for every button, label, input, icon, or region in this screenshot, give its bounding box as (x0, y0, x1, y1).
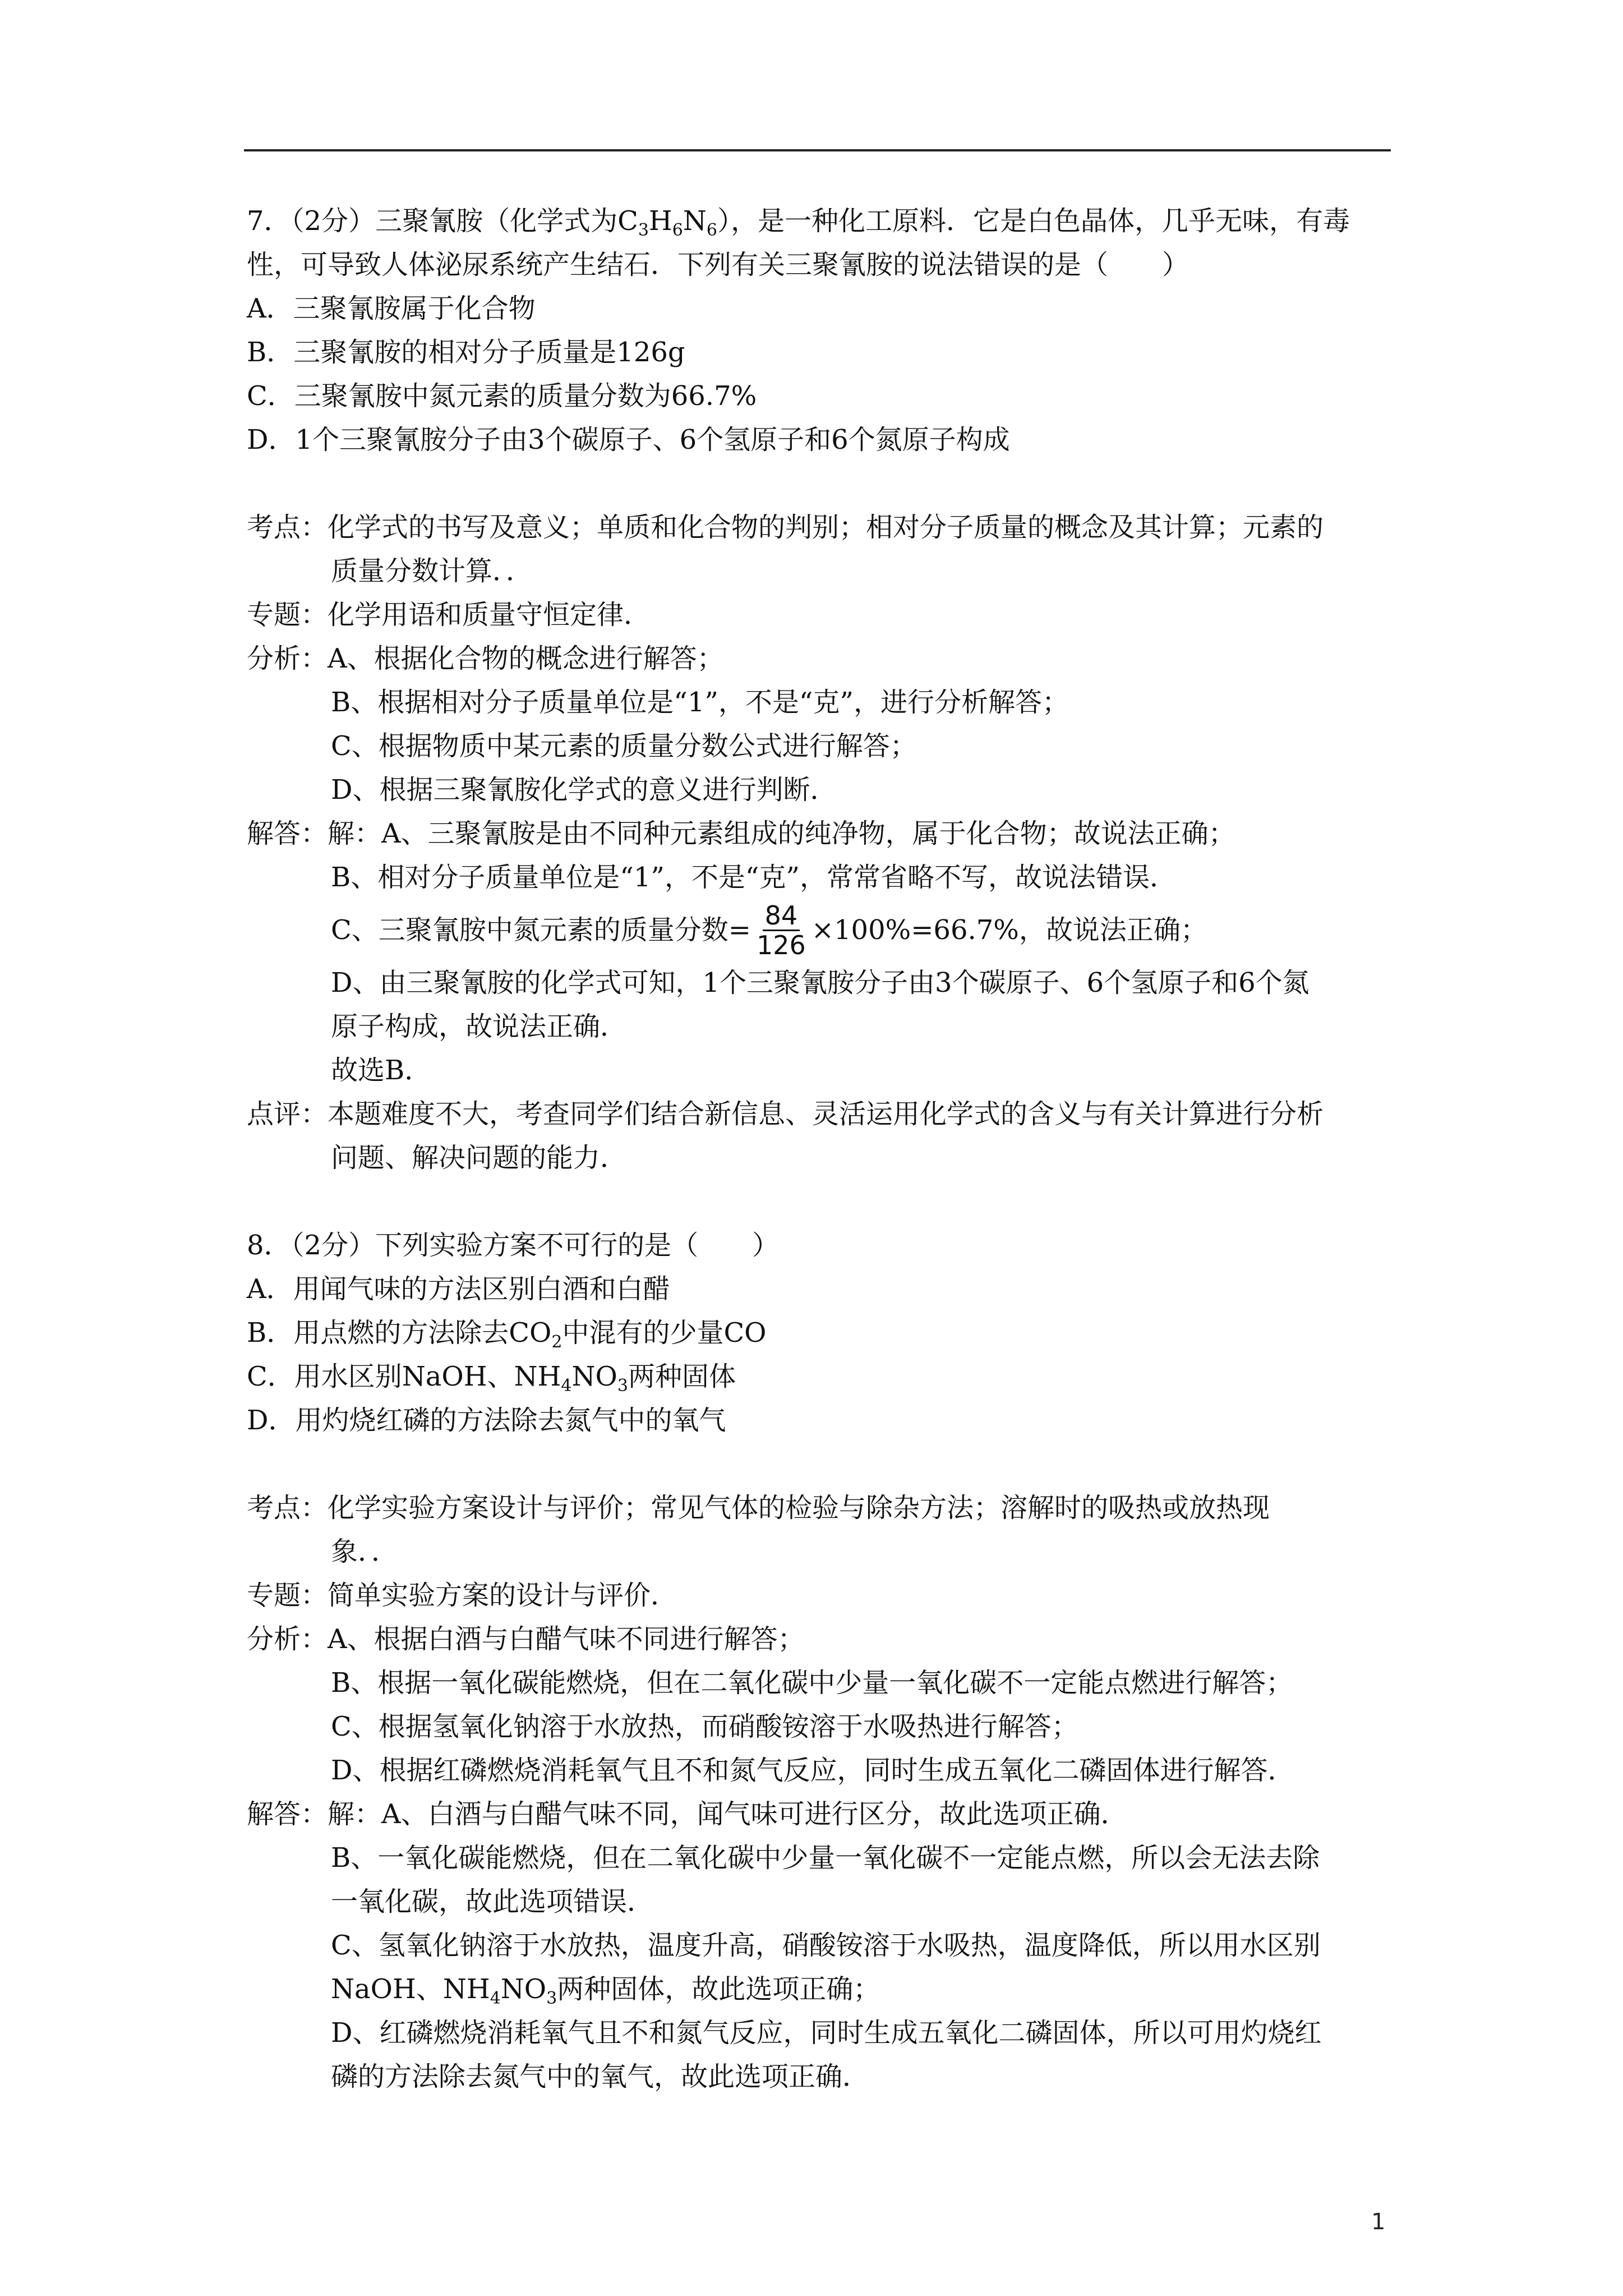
q7-answer: 故选B． (331, 1055, 432, 1086)
q7-kaodian-line-1: 考点：化学式的书写及意义；单质和化合物的判别；相对分子质量的概念及其计算；元素的 (247, 512, 1324, 543)
q8-jieda-4-line-2: 磷的方法除去氮气中的氧气，故此选项正确． (331, 2061, 870, 2092)
q8-fenxi-4: D、根据红磷燃烧消耗氧气且不和氮气反应，同时生成五氧化二磷固体进行解答． (331, 1755, 1295, 1786)
q8-option-c: C．用水区别NaOH、$NH_4NO_3$两种固体 (247, 1361, 736, 1396)
q7-option-b: B．三聚氰胺的相对分子质量是126g (247, 337, 685, 368)
q8-jieda-4-line-1: D、红磷燃烧消耗氧气且不和氮气反应，同时生成五氧化二磷固体，所以可用灼烧红 (331, 2017, 1322, 2049)
q8-option-a: A．用闻气味的方法区别白酒和白醋 (247, 1273, 670, 1305)
q8-kaodian-line-1: 考点：化学实验方案设计与评价；常见气体的检验与除杂方法；溶解时的吸热或放热现 (247, 1492, 1270, 1524)
q7-dianping-line-2: 问题、解决问题的能力． (331, 1142, 628, 1174)
q7-option-a: A．三聚氰胺属于化合物 (247, 293, 536, 324)
q7-option-c: C．三聚氰胺中氮元素的质量分数为66.7% (247, 380, 757, 412)
q7-stem-line-1: 7．（2分）三聚氰胺（化学式为$C_3H_6N_6$），是一种化工原料．它是白色晶体，几乎无味，有毒 (247, 205, 1350, 240)
q8-jieda-1: 解答：解：A、白酒与白醋气味不同，闻气味可进行区分，故此选项正确． (247, 1798, 1128, 1830)
q8-jieda-2-line-1: B、一氧化碳能燃烧，但在二氧化碳中少量一氧化碳不一定能点燃，所以会无法去除 (331, 1842, 1320, 1874)
q7-stem-line-2: 性，可导致人体泌尿系统产生结石．下列有关三聚氰胺的说法错误的是（ ） (247, 249, 1189, 280)
q7-dianping-line-1: 点评：本题难度不大，考查同学们结合新信息、灵活运用化学式的含义与有关计算进行分析 (247, 1098, 1324, 1130)
q8-stem: 8．（2分）下列实验方案不可行的是（ ） (247, 1230, 780, 1261)
q7-fenxi-2: B、根据相对分子质量单位是“1”，不是“克”，进行分析解答； (331, 687, 1069, 718)
mass-fraction (754, 901, 808, 959)
q8-fenxi-1: 分析：A、根据白酒与白醋气味不同进行解答； (247, 1623, 805, 1655)
q7-fenxi-3: C、根据物质中某元素的质量分数公式进行解答； (331, 730, 917, 762)
q8-fenxi-3: C、根据氢氧化钠溶于水放热，而硝酸铵溶于水吸热进行解答； (331, 1711, 1078, 1742)
q8-fenxi-2: B、根据一氧化碳能燃烧，但在二氧化碳中少量一氧化碳不一定能点燃进行解答； (331, 1667, 1293, 1699)
q7-jieda-3: C、三聚氰胺中氮元素的质量分数= $\frac{84}{126}$ ×100%=66.7%，故说法正确； (331, 900, 1207, 960)
q7-jieda-2: B、相对分子质量单位是“1”，不是“克”，常常省略不写，故说法错误． (331, 862, 1177, 893)
q8-jieda-3-line-2: NaOH、$NH_4NO_3$两种固体，故此选项正确； (331, 1973, 880, 2008)
document-body (247, 199, 1396, 2099)
page-number: 1 (1371, 2209, 1386, 2235)
q8-zhuanti: 专题：简单实验方案的设计与评价． (247, 1580, 678, 1611)
q7-jieda-4-line-1: D、由三聚氰胺的化学式可知，1个三聚氰胺分子由3个碳原子、6个氢原子和6个氮 (331, 967, 1310, 999)
fraction-denominator: 126 (756, 930, 806, 960)
q8-jieda-3-line-1: C、氢氧化钠溶于水放热，温度升高，硝酸铵溶于水吸热，温度降低，所以用水区别 (331, 1930, 1321, 1961)
q7-jieda-4-line-2: 原子构成，故说法正确． (331, 1011, 628, 1042)
q7-fenxi-4: D、根据三聚氰胺化学式的意义进行判断． (331, 774, 837, 806)
q7-fenxi-1: 分析：A、根据化合物的概念进行解答； (247, 643, 724, 674)
q8-jieda-2-line-2: 一氧化碳，故此选项错误． (331, 1886, 654, 1917)
q8-kaodian-line-2: 象．． (331, 1536, 399, 1567)
header-rule (244, 149, 1391, 151)
q8-option-d: D．用灼烧红磷的方法除去氮气中的氧气 (247, 1405, 726, 1436)
q7-option-d: D．1个三聚氰胺分子由3个碳原子、6个氢原子和6个氮原子构成 (247, 424, 1010, 455)
q7-zhuanti: 专题：化学用语和质量守恒定律． (247, 599, 651, 631)
q7-kaodian-line-2: 质量分数计算．． (331, 555, 533, 587)
q8-option-b: B．用点燃的方法除去$CO_2$中混有的少量CO (247, 1317, 767, 1352)
fraction-numerator: 84 (763, 901, 800, 931)
q7-jieda-1: 解答：解：A、三聚氰胺是由不同种元素组成的纯净物，属于化合物；故说法正确； (247, 818, 1235, 849)
